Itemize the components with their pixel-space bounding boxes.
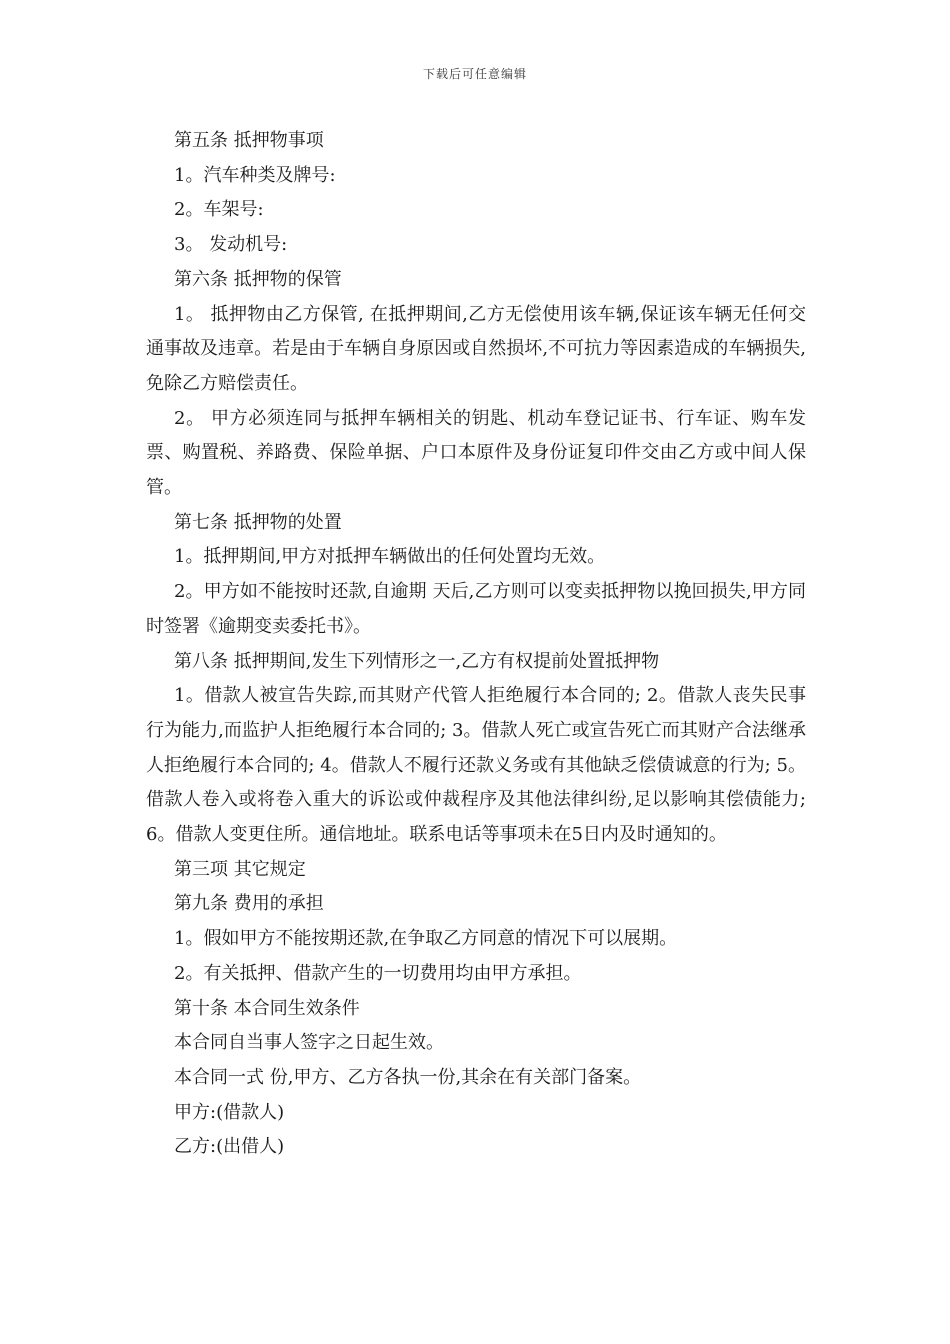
article-5-heading: 第五条 抵押物事项 bbox=[174, 130, 324, 151]
article-7-heading: 第七条 抵押物的处置 bbox=[174, 511, 342, 533]
article-5-item-3: 3。 发动机号: bbox=[174, 234, 288, 256]
article-10-effective: 本合同自当事人签字之日起生效。 bbox=[174, 1032, 444, 1054]
article-10-heading: 第十条 本合同生效条件 bbox=[174, 997, 360, 1019]
party-b-signature: 乙方:(出借人) bbox=[174, 1136, 285, 1158]
article-5-item-1: 1。汽车种类及牌号: bbox=[174, 164, 336, 186]
article-8-heading: 第八条 抵押期间,发生下列情形之一,乙方有权提前处置抵押物 bbox=[174, 650, 660, 672]
page-header: 下载后可任意编辑 bbox=[422, 67, 527, 81]
article-7-item-1: 1。抵押期间,甲方对抵押车辆做出的任何处置均无效。 bbox=[174, 546, 606, 568]
section-3-heading: 第三项 其它规定 bbox=[174, 858, 306, 880]
article-9-item-1: 1。假如甲方不能按期还款,在争取乙方同意的情况下可以展期。 bbox=[174, 928, 678, 950]
article-6-heading: 第六条 抵押物的保管 bbox=[174, 268, 342, 290]
article-7-item-2: 2。甲方如不能按时还款,自逾期 天后,乙方则可以变卖抵押物以挽回损失,甲方同时签署《逾期变卖委托书》。 bbox=[146, 581, 806, 637]
article-9-item-2: 2。有关抵押、借款产生的一切费用均由甲方承担。 bbox=[174, 962, 582, 984]
article-8-items: 1。借款人被宣告失踪,而其财产代管人拒绝履行本合同的; 2。借款人丧失民事行为能力,而监护人拒绝履行本合同的; 3。借款人死亡或宣告死亡而其财产合法继承人拒绝履行本合同的; 4。借款人不履行还款义务或有其他缺乏偿债诚意的行为; 5。借款人卷入或将卷入重大的诉讼或仲裁程序及其他法律纠纷,足以影响其偿债能力; 6。借款人变更住所。通信地址。联系电话等事项未在5日内及时通知的。 bbox=[146, 685, 806, 846]
article-6-item-2: 2。 甲方必须连同与抵押车辆相关的钥匙、机动车登记证书、行车证、购车发票、购置税、养路费、保险单据、户口本原件及身份证复印件交由乙方或中间人保管。 bbox=[146, 407, 806, 499]
document-body bbox=[146, 124, 806, 1165]
article-6-item-1: 1。 抵押物由乙方保管, 在抵押期间,乙方无偿使用该车辆,保证该车辆无任何交通事故及违章。若是由于车辆自身原因或自然损坏,不可抗力等因素造成的车辆损失,免除乙方赔偿责任。 bbox=[146, 303, 806, 394]
article-9-heading: 第九条 费用的承担 bbox=[174, 893, 324, 915]
article-10-copies: 本合同一式 份,甲方、乙方各执一份,其余在有关部门备案。 bbox=[174, 1066, 642, 1088]
article-5-item-2: 2。车架号: bbox=[174, 199, 264, 221]
party-a-signature: 甲方:(借款人) bbox=[174, 1101, 285, 1123]
